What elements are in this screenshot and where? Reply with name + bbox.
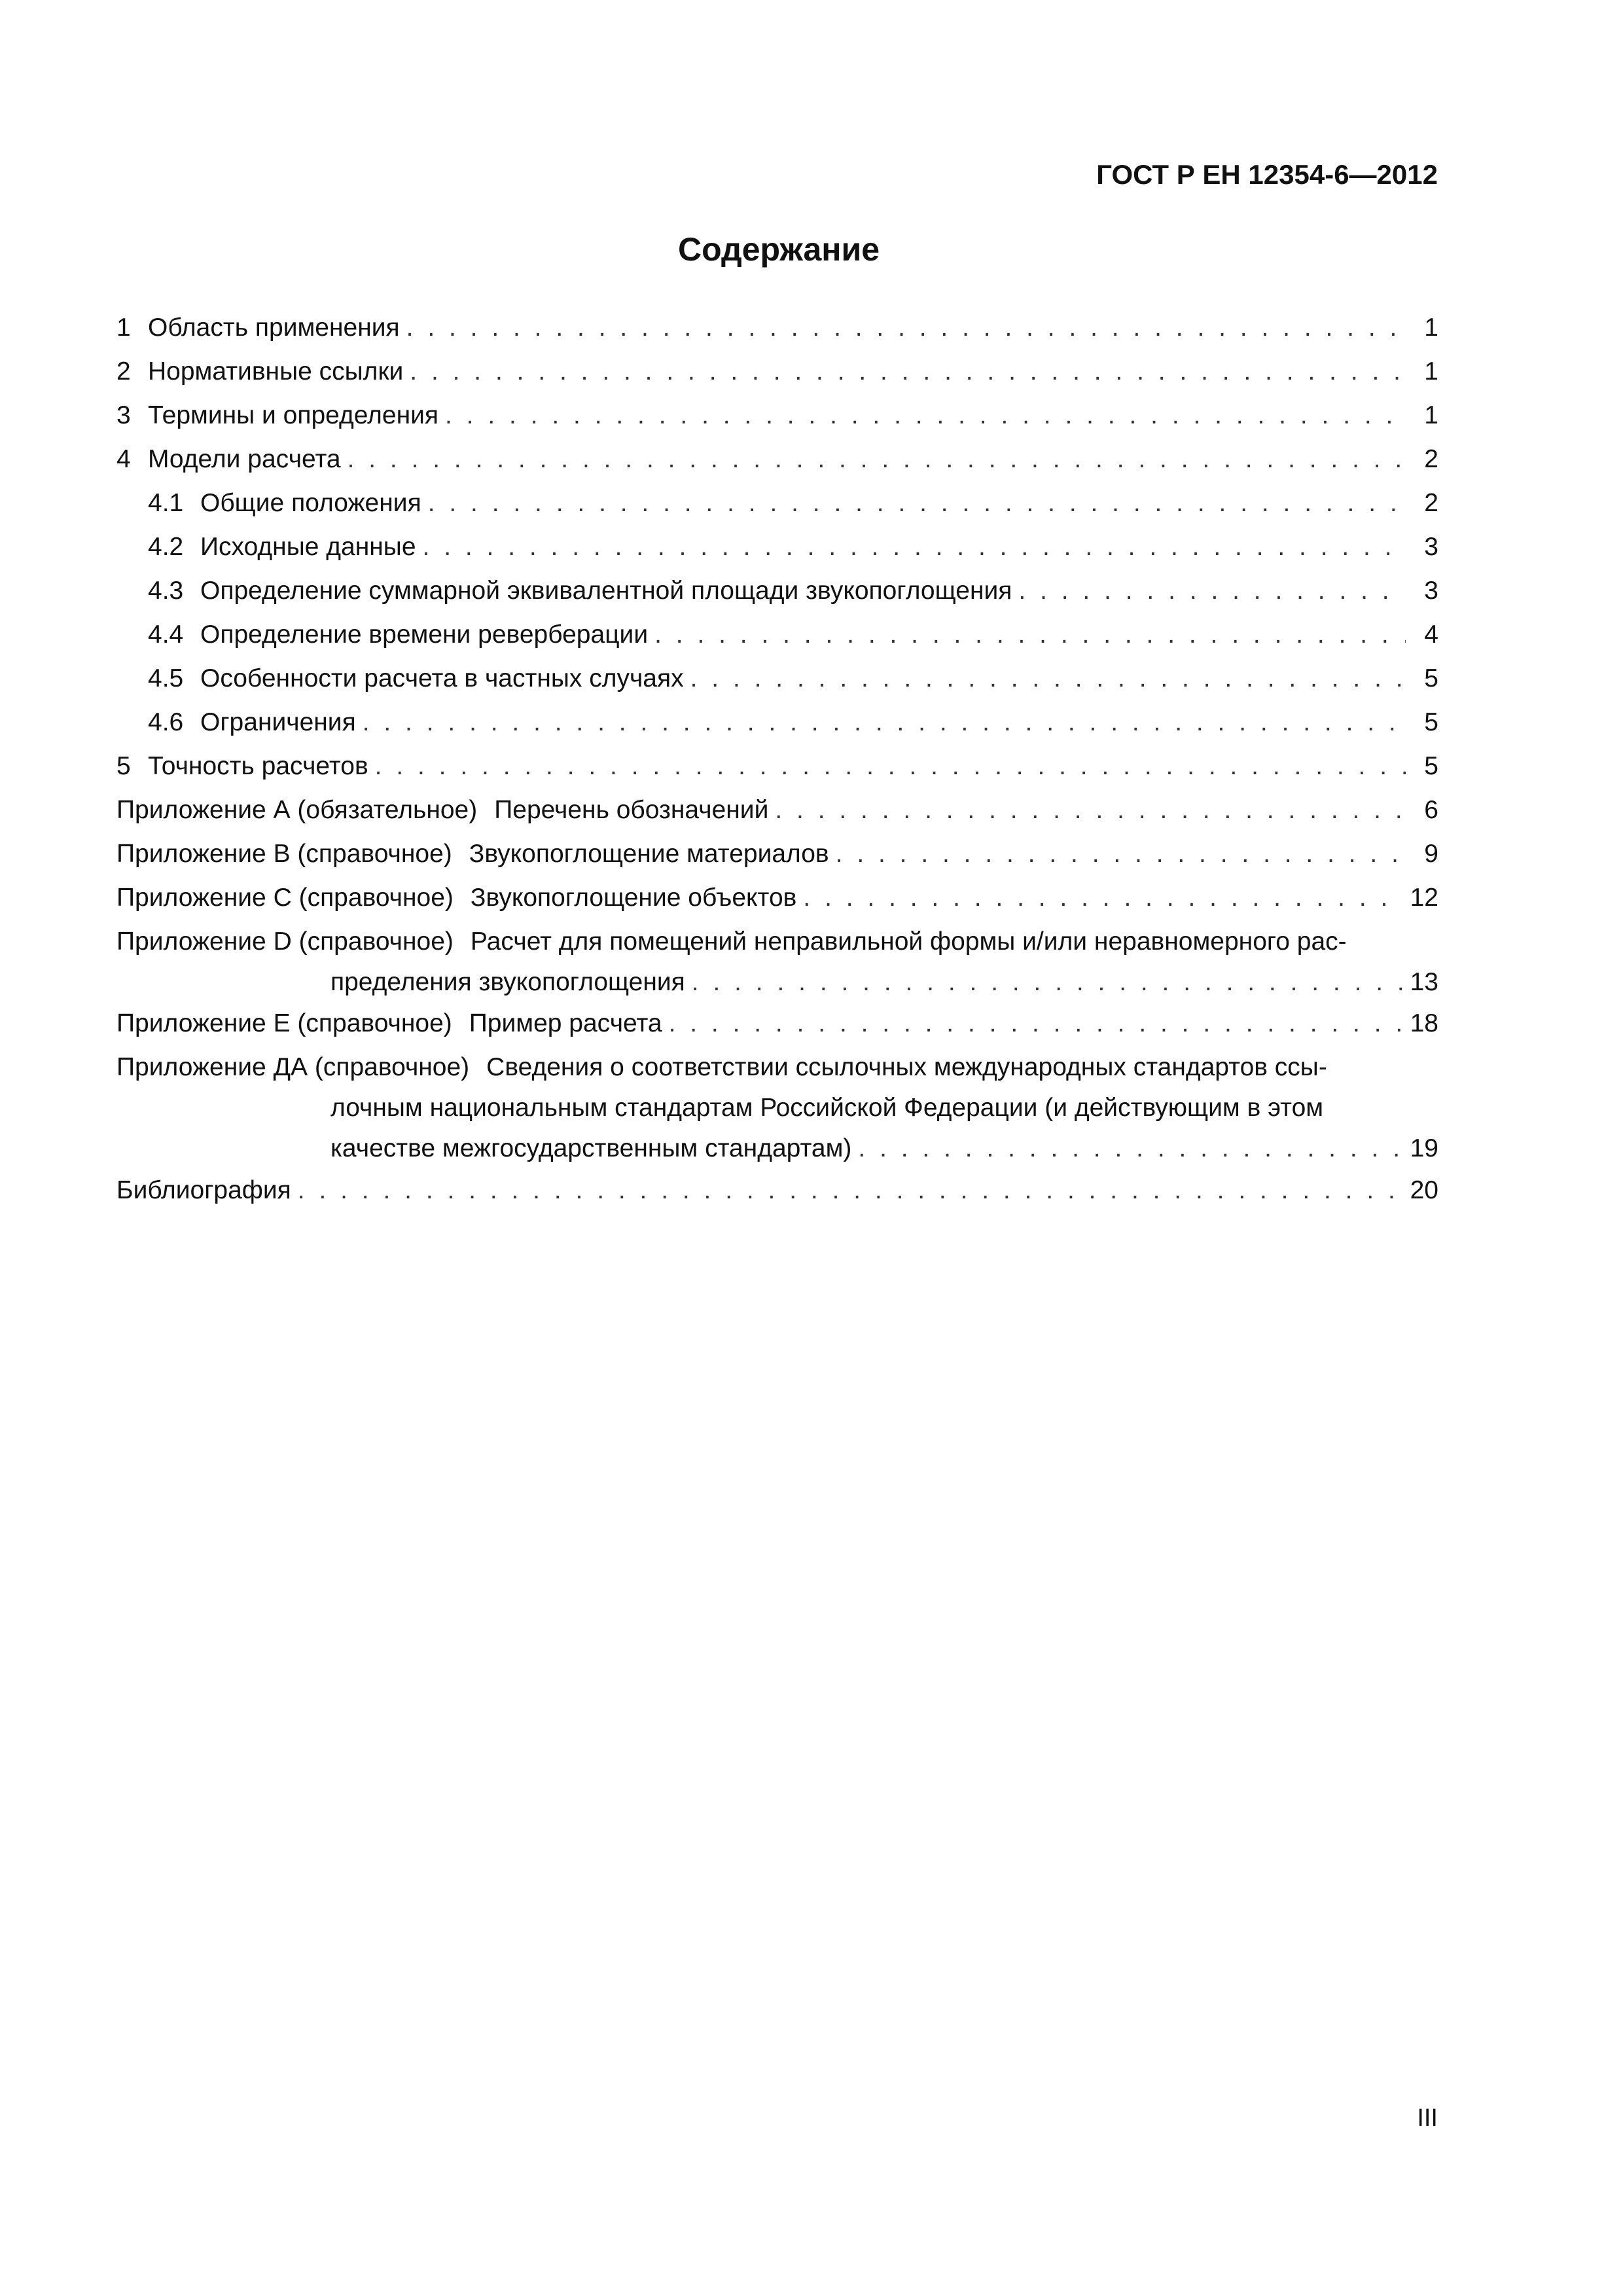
toc-entry-page: 4 <box>1424 620 1438 649</box>
toc-entry-page: 6 <box>1424 796 1438 824</box>
toc-entry-page: 13 <box>1410 968 1438 996</box>
toc-entry-page: 5 <box>1424 664 1438 692</box>
toc-entry-title: Модели расчета <box>148 445 341 473</box>
toc-entry-page: 20 <box>1410 1176 1438 1204</box>
toc-subentry[interactable] <box>116 702 1438 746</box>
toc-annex-entry[interactable] <box>116 878 1438 922</box>
annex-title: Звукопоглощение материалов <box>469 840 829 868</box>
toc-entry-title: Исходные данные <box>200 533 416 561</box>
toc-subentry[interactable] <box>116 527 1438 571</box>
toc-entry-number: 2 <box>116 357 131 386</box>
toc-leader-dots <box>298 1170 1404 1211</box>
toc-leader-dots <box>375 746 1406 787</box>
document-code: ГОСТ Р ЕН 12354-6—2012 <box>1096 159 1438 190</box>
annex-label: Приложение Е (справочное) <box>116 1009 452 1037</box>
toc-leader-dots <box>423 527 1406 567</box>
toc-entry-title: Общие положения <box>200 489 421 517</box>
toc-entry-title: Нормативные ссылки <box>148 357 404 386</box>
annex-title-line: лочным национальным стандартам Российской Федерации (и действующим в этом <box>330 1094 1324 1122</box>
toc-leader-dots <box>654 615 1406 655</box>
toc-entry-page: 18 <box>1410 1009 1438 1037</box>
toc-entry[interactable] <box>116 746 1438 790</box>
toc-entry-title: Ограничения <box>200 708 356 736</box>
bibliography-title: Библиография <box>116 1176 291 1204</box>
toc-entry-number: 4.1 <box>148 489 184 517</box>
toc-entry-page: 2 <box>1424 445 1438 473</box>
toc-title: Содержание <box>677 231 880 268</box>
toc-leader-dots <box>348 439 1406 480</box>
toc-entry-title: Термины и определения <box>148 401 439 429</box>
toc-entry-number: 4 <box>116 445 131 473</box>
toc-entry-number: 4.2 <box>148 533 184 561</box>
annex-label: Приложение ДА (справочное) <box>116 1053 470 1081</box>
toc-entry-number: 4.3 <box>148 577 184 605</box>
toc-leader-dots <box>363 702 1406 743</box>
toc-leader-dots <box>1018 571 1406 611</box>
annex-title: Звукопоглощение объектов <box>470 884 797 912</box>
toc-entry-page: 1 <box>1424 357 1438 386</box>
toc-entry-number: 3 <box>116 401 131 429</box>
toc-subentry[interactable] <box>116 615 1438 658</box>
toc-entry[interactable] <box>116 395 1438 439</box>
toc-leader-dots <box>692 962 1404 1003</box>
annex-title-line: Сведения о соответствии ссылочных международных стандартов ссы- <box>486 1053 1327 1081</box>
toc-leader-dots <box>406 308 1406 348</box>
toc-leader-dots <box>669 1003 1404 1044</box>
toc-leader-dots <box>445 395 1406 436</box>
toc-annex-entry[interactable] <box>116 1003 1438 1047</box>
toc-entry-title: Определение суммарной эквивалентной площади звукопоглощения <box>200 577 1012 605</box>
toc-entry-page: 1 <box>1424 314 1438 342</box>
toc-entry-number: 5 <box>116 752 131 780</box>
toc-entry-number: 4.4 <box>148 620 184 649</box>
toc-entry[interactable] <box>116 351 1438 395</box>
toc-entry-number: 4.5 <box>148 664 184 692</box>
toc-entry-page: 19 <box>1410 1134 1438 1162</box>
toc-annex-entry[interactable] <box>116 790 1438 834</box>
toc-entry-number: 4.6 <box>148 708 184 736</box>
toc-entry-title: Область применения <box>148 314 400 342</box>
toc-bibliography-entry[interactable] <box>116 1170 1438 1214</box>
annex-title-line: качестве межгосударственным стандартам) <box>330 1134 852 1162</box>
toc-subentry[interactable] <box>116 483 1438 527</box>
toc-entry-page: 3 <box>1424 577 1438 605</box>
toc-leader-dots <box>858 1128 1403 1169</box>
toc-entry[interactable] <box>116 439 1438 483</box>
toc-entry-page: 5 <box>1424 708 1438 736</box>
toc-entry-page: 2 <box>1424 489 1438 517</box>
annex-title-line: Расчет для помещений неправильной формы и/или неравномерного рас- <box>470 927 1347 956</box>
page-number: III <box>1417 2104 1438 2132</box>
toc-annex-entry[interactable] <box>116 922 1438 1003</box>
annex-title: Пример расчета <box>469 1009 662 1037</box>
toc-entry-page: 5 <box>1424 752 1438 780</box>
toc-leader-dots <box>836 834 1406 874</box>
toc-subentry[interactable] <box>116 571 1438 615</box>
toc-entry-title: Определение времени реверберации <box>200 620 649 649</box>
toc-entry-number: 1 <box>116 314 131 342</box>
toc-subentry[interactable] <box>116 658 1438 702</box>
toc-leader-dots <box>775 790 1406 831</box>
toc-entry-page: 12 <box>1410 884 1438 912</box>
table-of-contents <box>116 308 1438 1214</box>
annex-label: Приложение В (справочное) <box>116 840 452 868</box>
toc-entry-page: 1 <box>1424 401 1438 429</box>
toc-annex-entry[interactable] <box>116 834 1438 878</box>
toc-entry-page: 3 <box>1424 533 1438 561</box>
toc-leader-dots <box>803 878 1403 918</box>
toc-leader-dots <box>428 483 1406 524</box>
annex-title: Перечень обозначений <box>494 796 769 824</box>
toc-entry-title: Точность расчетов <box>148 752 368 780</box>
toc-entry-title: Особенности расчета в частных случаях <box>200 664 684 692</box>
annex-label: Приложение А (обязательное) <box>116 796 478 824</box>
toc-leader-dots <box>410 351 1406 392</box>
toc-entry-page: 9 <box>1424 840 1438 868</box>
annex-label: Приложение С (справочное) <box>116 884 454 912</box>
toc-leader-dots <box>690 658 1406 699</box>
toc-annex-entry[interactable] <box>116 1047 1438 1170</box>
annex-label: Приложение D (справочное) <box>116 927 454 956</box>
toc-entry[interactable] <box>116 308 1438 351</box>
annex-title-line: пределения звукопоглощения <box>330 968 685 996</box>
